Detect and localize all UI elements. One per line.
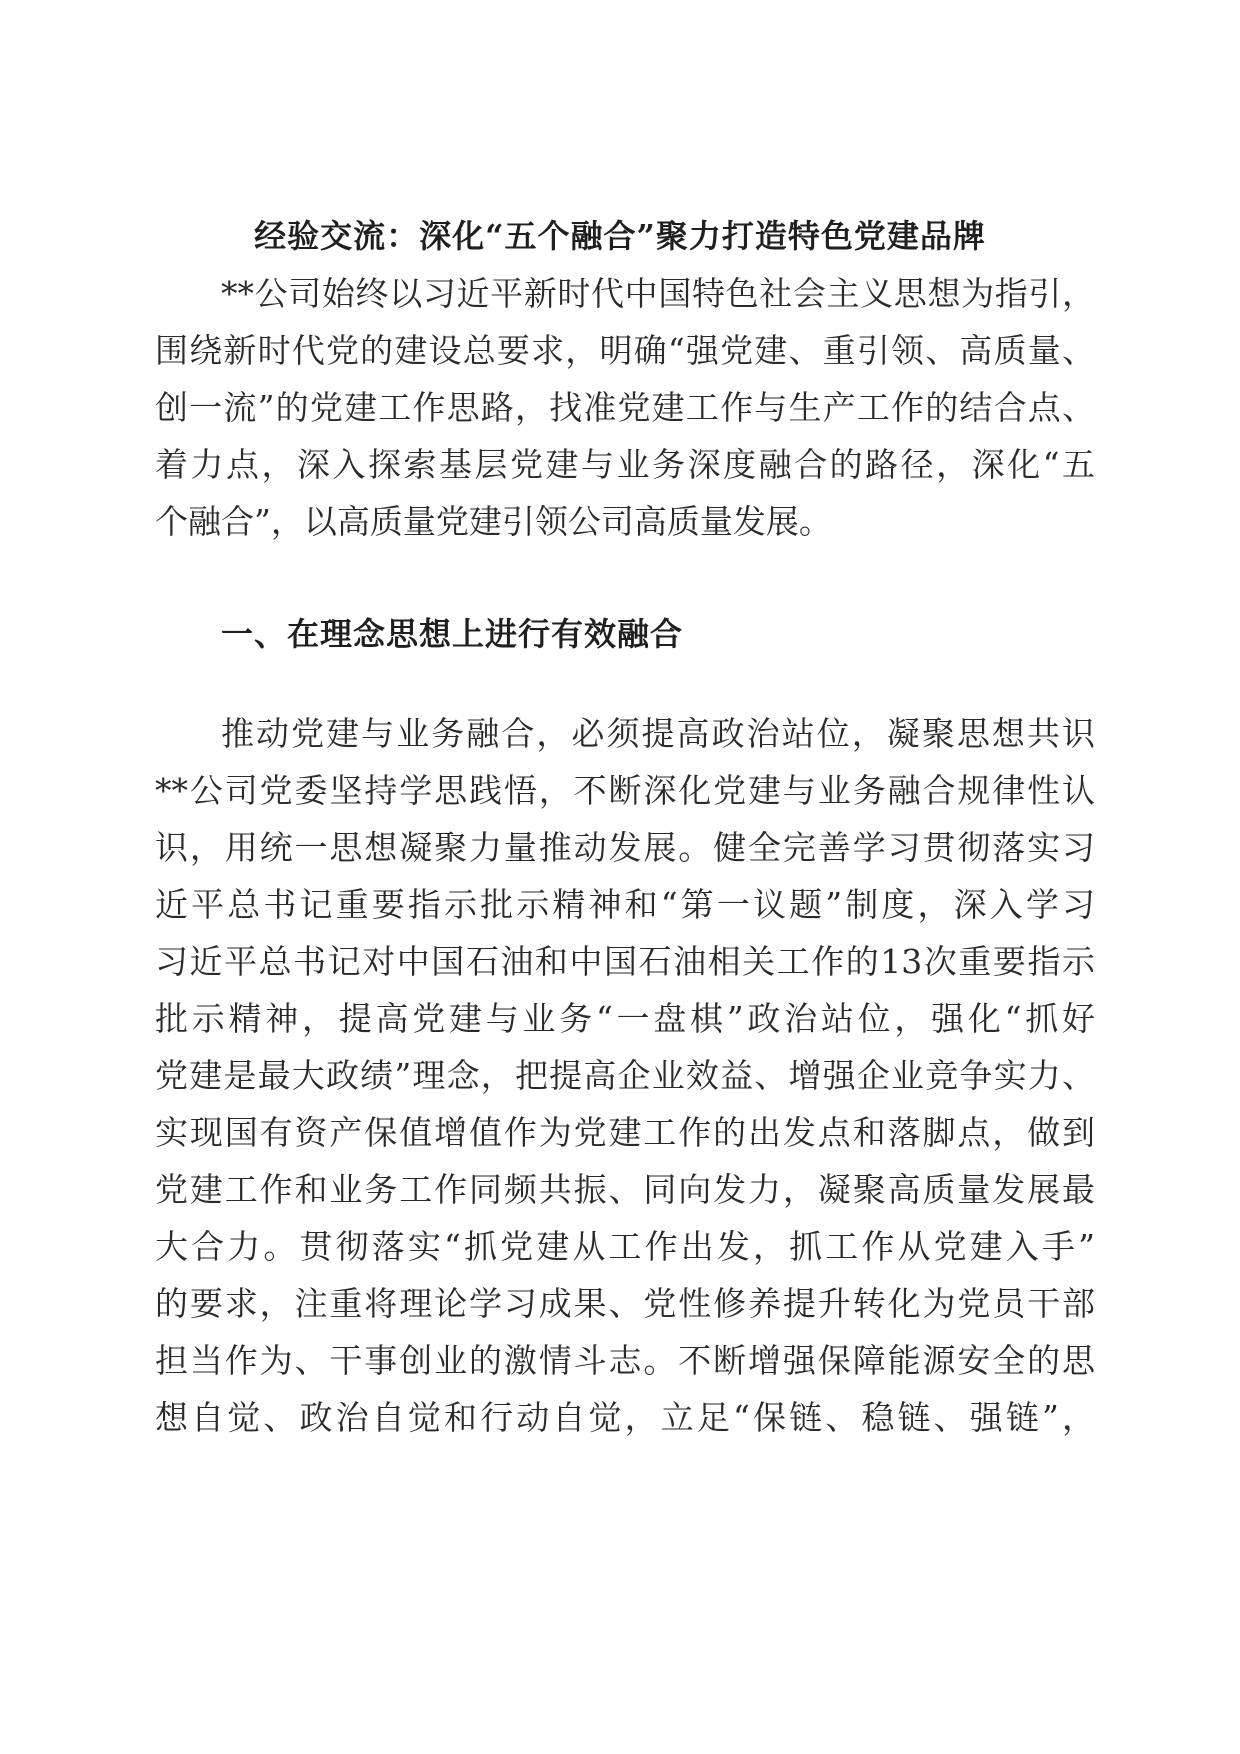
section1-line: 批示精神，提高党建与业务“一盘棋”政治站位，强化“抓好 (155, 999, 1095, 1038)
section1-line: **公司党委坚持学思践悟，不断深化党建与业务融合规律性认 (155, 771, 1095, 810)
section1-line: 党建工作和业务工作同频共振、同向发力，凝聚高质量发展最 (155, 1170, 1095, 1209)
intro-line: 围绕新时代党的建设总要求，明确“强党建、重引领、高质量、 (155, 331, 1095, 370)
section1-line: 大合力。贯彻落实“抓党建从工作出发，抓工作从党建入手” (155, 1227, 1095, 1266)
intro-line: **公司始终以习近平新时代中国特色社会主义思想为指引， (221, 274, 1095, 313)
section1-line: 实现国有资产保值增值作为党建工作的出发点和落脚点，做到 (155, 1113, 1095, 1152)
document-title: 经验交流：深化“五个融合”聚力打造特色党建品牌 (254, 217, 986, 255)
section1-line: 党建是最大政绩”理念，把提高企业效益、增强企业竞争实力、 (155, 1056, 1095, 1095)
section1-line: 习近平总书记对中国石油和中国石油相关工作的13次重要指示 (155, 942, 1095, 981)
section1-line: 识，用统一思想凝聚力量推动发展。健全完善学习贯彻落实习 (155, 828, 1095, 867)
section1-line: 近平总书记重要指示批示精神和“第一议题”制度，深入学习 (155, 885, 1095, 924)
section1-line: 担当作为、干事创业的激情斗志。不断增强保障能源安全的思 (155, 1341, 1095, 1380)
section1-line: 的要求，注重将理论学习成果、党性修养提升转化为党员干部 (155, 1284, 1095, 1323)
intro-line: 个融合”，以高质量党建引领公司高质量发展。 (155, 502, 832, 541)
intro-line: 创一流”的党建工作思路，找准党建工作与生产工作的结合点、 (155, 388, 1095, 427)
section1-line: 想自觉、政治自觉和行动自觉，立足“保链、稳链、强链”， (155, 1398, 1095, 1437)
section-heading: 一、在理念思想上进行有效融合 (221, 615, 684, 653)
intro-line: 着力点，深入探索基层党建与业务深度融合的路径，深化“五 (155, 445, 1095, 484)
section1-line: 推动党建与业务融合，必须提高政治站位，凝聚思想共识 (221, 714, 1095, 753)
